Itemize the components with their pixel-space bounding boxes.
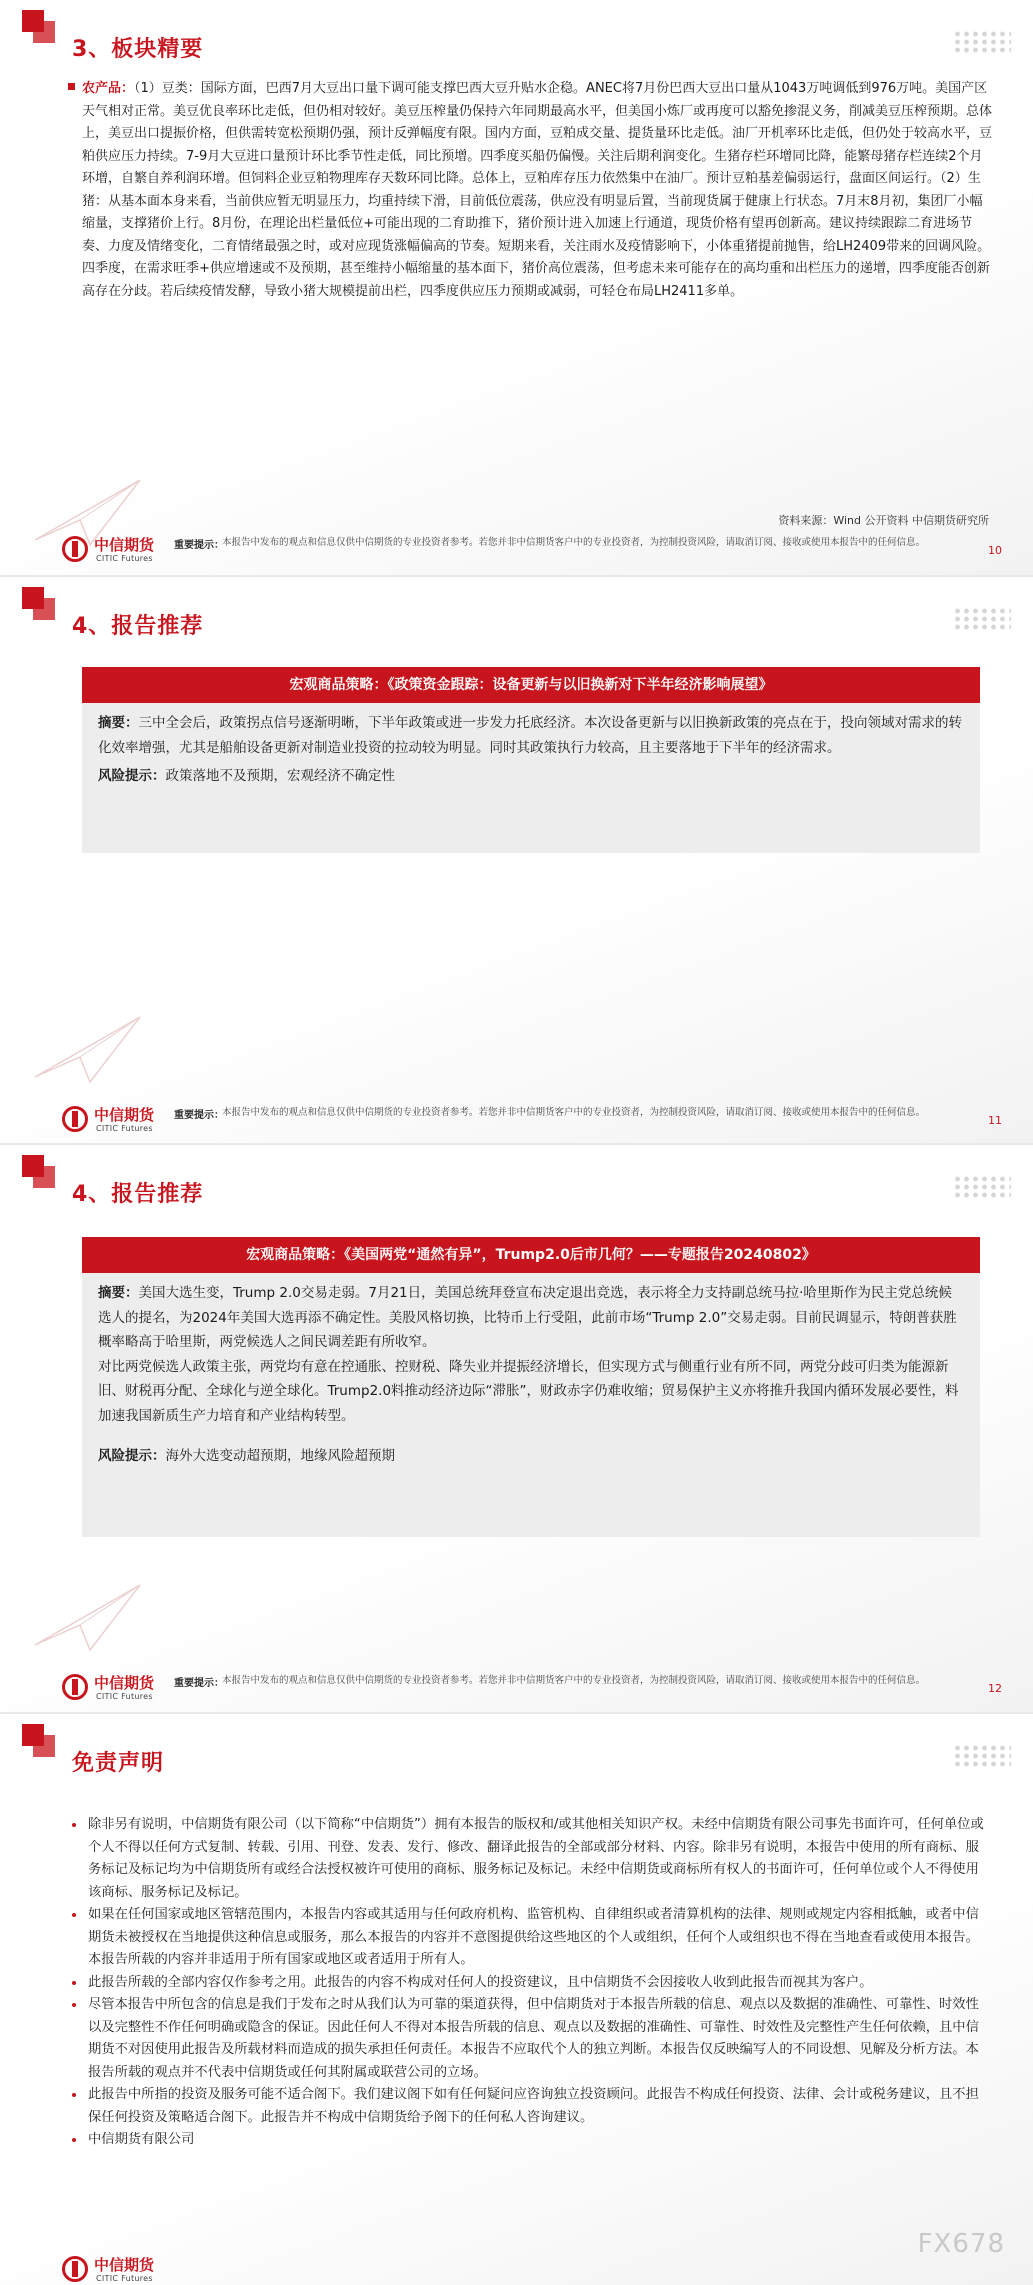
risk-label: 风险提示： <box>98 768 166 784</box>
logo-cn: 中信期货 <box>94 2256 155 2274</box>
footer <box>62 1672 1002 1706</box>
list-item: 中信期货有限公司 <box>72 2129 992 2152</box>
logo-cn: 中信期货 <box>94 1106 155 1124</box>
slide-page-10 <box>0 0 1033 575</box>
citic-logo-icon <box>62 1674 88 1700</box>
disclaimer-label: 重要提示： <box>174 540 224 551</box>
logo-en: CITIC Futures <box>96 2274 153 2283</box>
watermark: FX678 <box>917 2229 1005 2259</box>
summary-label: 摘要： <box>98 1285 139 1301</box>
risk-label: 风险提示： <box>98 1448 166 1464</box>
logo-cn: 中信期货 <box>94 536 155 554</box>
paper-plane-icon <box>30 1007 150 1087</box>
logo-cn: 中信期货 <box>94 1674 155 1692</box>
slide-page-12 <box>0 1145 1033 1712</box>
citic-logo-icon <box>62 536 88 562</box>
list-item: 尽管本报告中所包含的信息是我们于发布之时从我们认为可靠的渠道获得，但中信期货对于本报告所载的信息、观点以及数据的准确性、可靠性、时效性以及完整性不作任何明确或隐含的保证。因此任何人不得对本报告所载的信息、观点以及数据的准确性、可靠性、时效性及完整性产生任何依赖，且中信期货不对因使用此报告及所载材料而造成的损失承担任何责任。本报告不应取代个人的独立判断。本报告仅反映编写人的不同设想、见解及分析方法。本报告所载的观点并不代表中信期货或任何其附属或联营公司的立场。 <box>72 1994 992 2084</box>
page-number: 12 <box>988 1682 1002 1695</box>
footer <box>62 2254 1002 2285</box>
list-item: 如果在任何国家或地区管辖范围内，本报告内容或其适用与任何政府机构、监管机构、自律组织或者清算机构的法律、规则或规定内容相抵触，或者中信期货未被授权在当地提供这种信息或服务，那么本报告的内容并不意图提供给这些地区的个人或组织，任何个人或组织也不得在当地查看或使用本报告。本报告所载的内容并非适用于所有国家或地区或者适用于所有人。 <box>72 1904 992 1972</box>
section-title: 免责声明 <box>72 1751 165 1776</box>
disclaimer-text: 本报告中发布的观点和信息仅供中信期货的专业投资者参考。若您并非中信期货客户中的专业投资者，为控制投资风险，请取消订阅、接收或使用本报告中的任何信息。 <box>222 1107 926 1118</box>
disclaimer-label: 重要提示： <box>174 1678 224 1689</box>
disclaimer-label: 重要提示： <box>174 1110 224 1121</box>
list-item: 此报告所载的全部内容仅作参考之用。此报告的内容不构成对任何人的投资建议，且中信期货不会因接收人收到此报告而视其为客户。 <box>72 1972 992 1995</box>
lead-text: （1）豆类：国际方面，巴西7月大豆出口量下调可能支撑巴西大豆升贴水企稳。ANEC将7月份巴西大豆出口量从1043万吨调低到976万吨。美国产区天气相对正常。美豆优良率环比走低，但仍相对较好。美豆压榨量仍保持六年同期最高水平，但美国小炼厂或再度可以豁免掺混义务，削减美豆压榨预期。总体上，美豆出口提振价格，但供需转宽松预期仍强，预计反弹幅度有限。国内方面，豆粕成交量、提货量环比走低。油厂开机率环比走低，但仍处于较高水平，豆粕供应压力持续。7-9月大豆进口量预计环比季节性走低，同比预增。四季度买船仍偏慢。关注后期利润变化。生猪存栏环增同比降，能繁母猪存栏连续2个月环增，自繁自养利润环增。但饲料企业豆粕物理库存天数环同比降。总体上，豆粕库存压力依然集中在油厂。预计豆粕基差偏弱运行，盘面区间运行。（2）生猪：从基本面本身来看，当前供应暂无明显压力，均重持续下滑，目前低位震荡，供应没有明显后置，当前现货属于健康上行状态。7月末8月初，集团厂小幅缩量，支撑猪价上行。8月份，在理论出栏量低位+可能出现的二育助推下，猪价预计进入加速上行通道，现货价格有望再创新高。建议持续跟踪二育进场节奏、力度及情绪变化，二育情绪最强之时，或对应现货涨幅偏高的节奏。短期来看，关注雨水及疫情影响下，小体重猪提前抛售，给LH2409带来的回调风险。四季度，在需求旺季+供应增速或不及预期，甚至维持小幅缩量的基本面下，猪价高位震荡，但考虑未来可能存在的高均重和出栏压力的递增，四季度能否创新高存在分歧。若后续疫情发酵，导致小猪大规模提前出栏，四季度供应压力预期或减弱，可轻仓布局LH2411多单。 <box>82 81 993 299</box>
page-number: 10 <box>988 544 1002 557</box>
dot-pattern-icon <box>953 30 1011 54</box>
citic-logo-icon <box>62 1106 88 1132</box>
report-card-title: 宏观商品策略：《美国两党“通然有异”，Trump2.0后市几何？——专题报告20240802》 <box>82 1237 980 1273</box>
disclaimer-list <box>72 1814 992 2152</box>
corner-mark-icon <box>22 10 58 46</box>
source-note: 资料来源：Wind 公开资料 中信期货研究所 <box>778 514 989 527</box>
slide-page-11 <box>0 577 1033 1143</box>
dot-pattern-icon <box>953 1744 1011 1768</box>
dot-pattern-icon <box>953 607 1011 631</box>
section-title: 3、板块精要 <box>72 37 204 62</box>
logo-en: CITIC Futures <box>96 1124 153 1133</box>
dot-pattern-icon <box>953 1175 1011 1199</box>
disclaimer-text: 本报告中发布的观点和信息仅供中信期货的专业投资者参考。若您并非中信期货客户中的专业投资者，为控制投资风险，请取消订阅、接收或使用本报告中的任何信息。 <box>222 1675 926 1686</box>
paper-plane-icon <box>30 1575 150 1655</box>
disclaimer-text: 本报告中发布的观点和信息仅供中信期货的专业投资者参考。若您并非中信期货客户中的专业投资者，为控制投资风险，请取消订阅、接收或使用本报告中的任何信息。 <box>222 537 926 548</box>
slide-disclaimer <box>0 1714 1033 2285</box>
corner-mark-icon <box>22 1724 58 1760</box>
corner-mark-icon <box>22 587 58 623</box>
footer <box>62 534 1002 568</box>
list-item: 除非另有说明，中信期货有限公司（以下简称“中信期货”）拥有本报告的版权和/或其他相关知识产权。未经中信期货有限公司事先书面许可，任何单位或个人不得以任何方式复制、转载、引用、刊登、发表、发行、修改、翻译此报告的全部或部分材料、内容。除非另有说明，本报告中使用的所有商标、服务标记及标记均为中信期货所有或经合法授权被许可使用的商标、服务标记及标记。未经中信期货或商标所有权人的书面许可，任何单位或个人不得使用该商标、服务标记及标记。 <box>72 1814 992 1904</box>
lead-label: 农产品： <box>82 81 135 96</box>
page-number: 11 <box>988 1114 1002 1127</box>
report-card-title: 宏观商品策略：《政策资金跟踪：设备更新与以旧换新对下半年经济影响展望》 <box>82 667 980 703</box>
citic-logo-icon <box>62 2256 88 2282</box>
logo-en: CITIC Futures <box>96 554 153 563</box>
section-title: 4、报告推荐 <box>72 614 204 639</box>
summary-text: 三中全会后，政策拐点信号逐渐明晰，下半年政策或进一步发力托底经济。本次设备更新与以旧换新政策的亮点在于，投向领域对需求的转化效率增强，尤其是船舶设备更新对制造业投资的拉动较为明显。同时其政策执行力较高，且主要落地于下半年的经济需求。 <box>98 715 962 756</box>
risk-text: 政策落地不及预期，宏观经济不确定性 <box>165 768 395 784</box>
sector-summary <box>82 78 994 303</box>
logo-en: CITIC Futures <box>96 1692 153 1701</box>
summary-label: 摘要： <box>98 715 139 731</box>
summary-paragraph-2: 对比两党候选人政策主张，两党均有意在控通胀、控财税、降失业并提振经济增长，但实现方式与侧重行业有所不同，两党分歧可归类为能源新旧、财税再分配、全球化与逆全球化。Trump2.0料推动经济边际“滞胀”，财政赤字仍难收缩；贸易保护主义亦将推升我国内循环发展必要性，料加速我国新质生产力培育和产业结构转型。 <box>98 1358 959 1424</box>
report-card <box>82 1237 980 1537</box>
corner-mark-icon <box>22 1155 58 1191</box>
bullet-icon <box>68 83 75 90</box>
section-title: 4、报告推荐 <box>72 1182 204 1207</box>
list-item: 此报告中所指的投资及服务可能不适合阁下。我们建议阁下如有任何疑问应咨询独立投资顾问。此报告不构成任何投资、法律、会计或税务建议，且不担保任何投资及策略适合阁下。此报告并不构成中信期货给予阁下的任何私人咨询建议。 <box>72 2084 992 2129</box>
report-card <box>82 667 980 853</box>
summary-text: 美国大选生变，Trump 2.0交易走弱。7月21日，美国总统拜登宣布决定退出竞选，表示将全力支持副总统马拉·哈里斯作为民主党总统候选人的提名，为2024年美国大选再添不确定性。美股风格切换，比特币上行受阻，此前市场“Trump 2.0”交易走弱。目前民调显示，特朗普获胜概率略高于哈里斯，两党候选人之间民调差距有所收窄。 <box>98 1285 957 1350</box>
footer <box>62 1104 1002 1138</box>
risk-text: 海外大选变动超预期，地缘风险超预期 <box>165 1448 395 1464</box>
